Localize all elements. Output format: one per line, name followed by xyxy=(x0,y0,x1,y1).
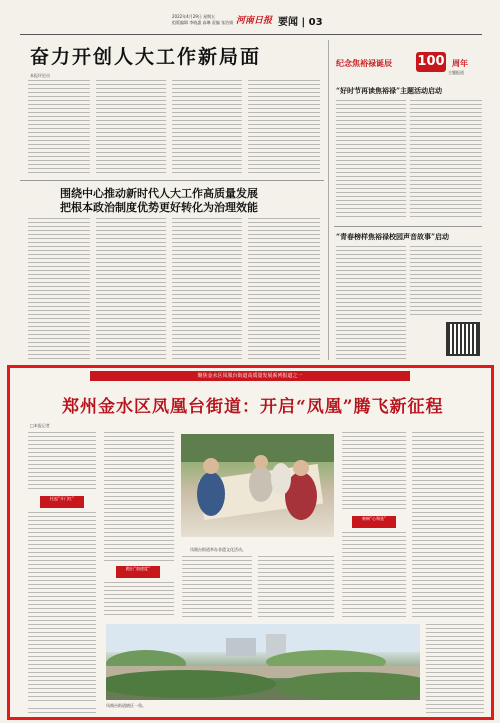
second-text-col-2 xyxy=(96,218,166,360)
feature-text-col-2b xyxy=(104,582,174,618)
header-date: 2022年4月29日 星期五 xyxy=(172,14,216,19)
feature-text-col-5b xyxy=(342,532,406,618)
lead-byline: 本报评论员 xyxy=(30,73,50,78)
sidebar-text-1a xyxy=(336,100,406,220)
photo2-caption: 凤凰台街道辖区一角。 xyxy=(106,703,146,708)
subhead-2: 跑出“加速度” xyxy=(125,566,151,571)
lead-text-col-1 xyxy=(28,80,90,175)
feature-text-col-1a xyxy=(28,432,96,492)
sidebar-text-2b xyxy=(410,246,482,318)
lead-text-col-2 xyxy=(96,80,166,175)
lead-text-col-4 xyxy=(248,80,320,175)
feature-text-col-6 xyxy=(412,432,484,618)
feature-byline: □本报记者 xyxy=(30,423,50,428)
feature-photo-craft xyxy=(181,434,334,537)
feature-text-col-1b xyxy=(28,512,96,702)
sidebar-banner-subtitle: 主题报道 xyxy=(448,70,464,75)
feature-text-foot-1 xyxy=(28,708,96,716)
column-divider xyxy=(328,40,329,360)
article-divider xyxy=(20,180,324,181)
newspaper-logo: 河南日报 xyxy=(236,16,273,26)
subhead-tag-3 xyxy=(352,516,396,528)
subhead-3: 奏响“心和弦” xyxy=(361,516,387,521)
feature-series-tag: 聚焦金水区凤凰台街道高质量发展系列报道之一 xyxy=(90,371,410,381)
second-headline-2: 把根本政治制度优势更好转化为治理效能 xyxy=(60,201,258,214)
sidebar-banner-suffix: 周年 xyxy=(452,58,468,68)
sidebar-headline-1: “好时节再读焦裕禄”主题活动启动 xyxy=(336,86,443,95)
feature-text-col-4 xyxy=(258,556,334,618)
second-text-col-3 xyxy=(172,218,242,360)
sidebar-text-2a xyxy=(336,246,406,360)
header-editors: 组版编辑 李晓惠 高琳 责编 张治娟 xyxy=(172,20,234,25)
qr-code-icon xyxy=(446,322,480,356)
subhead-1: 托起“开门红” xyxy=(49,496,75,501)
sidebar-banner-title: 纪念焦裕禄诞辰 xyxy=(336,58,392,68)
subhead-tag-1 xyxy=(40,496,84,508)
lead-headline: 奋力开创人大工作新局面 xyxy=(30,46,262,68)
second-text-col-1 xyxy=(28,218,90,360)
sidebar-headline-2: “青春榜样焦裕禄校园声音故事”启动 xyxy=(336,232,450,241)
sidebar-divider xyxy=(334,226,482,227)
feature-headline: 郑州金水区凤凰台街道：开启“凤凰”腾飞新征程 xyxy=(62,397,444,417)
feature-text-col-5a xyxy=(342,432,406,512)
second-text-col-4 xyxy=(248,218,320,360)
subhead-tag-2 xyxy=(116,566,160,578)
photo1-caption: 凤凰台街道举办非遗文化活动。 xyxy=(190,547,246,552)
section-label: 要闻 | 03 xyxy=(278,17,323,28)
feature-text-col-7 xyxy=(426,624,484,714)
header-rule xyxy=(20,34,482,35)
sidebar-text-1b xyxy=(410,100,482,220)
feature-photo-streetscape xyxy=(106,624,420,700)
anniversary-badge: 100 xyxy=(416,52,446,72)
lead-text-col-3 xyxy=(172,80,242,175)
feature-text-col-2a xyxy=(104,432,174,562)
feature-text-col-3 xyxy=(182,556,252,618)
second-headline-1: 围绕中心推动新时代人大工作高质量发展 xyxy=(60,187,258,200)
